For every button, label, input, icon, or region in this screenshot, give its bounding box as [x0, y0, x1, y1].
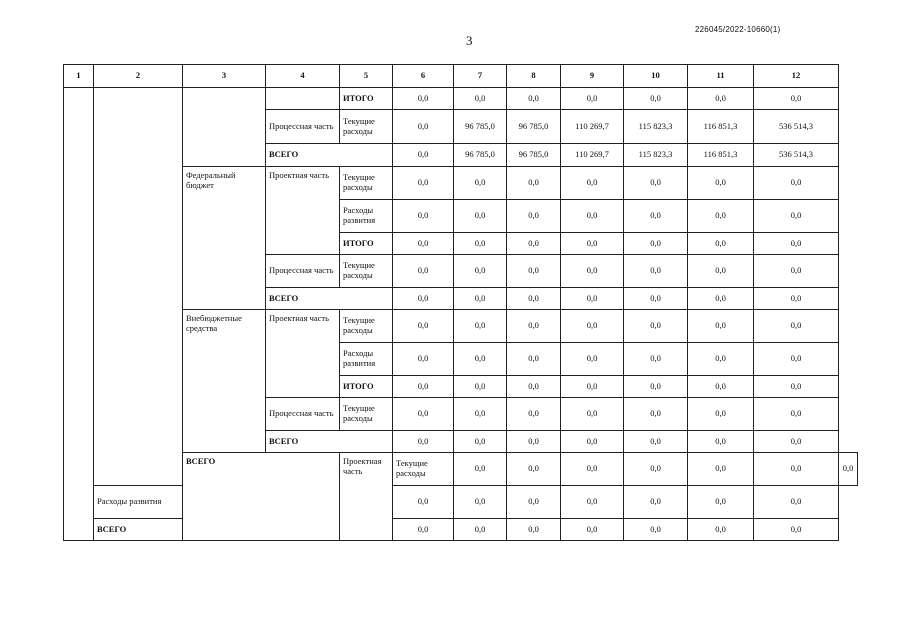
value-cell: 0,0 — [561, 88, 624, 110]
value-cell: 0,0 — [624, 255, 688, 288]
value-cell: 115 823,3 — [624, 110, 688, 144]
value-cell: 0,0 — [507, 453, 561, 486]
vsego-label: ВСЕГО — [266, 431, 393, 453]
value-cell: 96 785,0 — [454, 110, 507, 144]
vsego-label: ВСЕГО — [94, 519, 183, 541]
table-header-row — [64, 65, 858, 88]
value-cell: 115 823,3 — [624, 144, 688, 167]
value-cell: 0,0 — [507, 486, 561, 519]
value-cell: 0,0 — [393, 431, 454, 453]
process-part-label: Процессная часть — [266, 110, 340, 144]
development-expenses-label: Расходы развития — [340, 343, 393, 376]
value-cell: 0,0 — [754, 398, 839, 431]
value-cell: 0,0 — [754, 376, 839, 398]
table-row — [64, 310, 858, 343]
process-part-label: Процессная часть — [266, 255, 340, 288]
itogo-label: ИТОГО — [340, 376, 393, 398]
value-cell: 0,0 — [393, 255, 454, 288]
current-expenses-label: Текущие расходы — [393, 453, 454, 486]
value-cell: 0,0 — [507, 376, 561, 398]
value-cell: 0,0 — [688, 519, 754, 541]
value-cell: 116 851,3 — [688, 110, 754, 144]
current-expenses-label: Текущие расходы — [340, 310, 393, 343]
value-cell: 0,0 — [754, 431, 839, 453]
value-cell: 0,0 — [754, 453, 839, 486]
value-cell: 0,0 — [454, 453, 507, 486]
value-cell: 0,0 — [561, 398, 624, 431]
value-cell: 0,0 — [507, 343, 561, 376]
cell-col3 — [183, 88, 266, 167]
value-cell: 0,0 — [454, 167, 507, 200]
value-cell: 0,0 — [624, 376, 688, 398]
value-cell: 0,0 — [454, 398, 507, 431]
value-cell: 0,0 — [393, 343, 454, 376]
value-cell: 0,0 — [561, 343, 624, 376]
value-cell: 0,0 — [624, 398, 688, 431]
value-cell: 0,0 — [454, 310, 507, 343]
value-cell: 110 269,7 — [561, 144, 624, 167]
value-cell: 0,0 — [561, 288, 624, 310]
page-number: 3 — [466, 33, 473, 48]
table-row — [64, 453, 858, 486]
value-cell: 0,0 — [454, 376, 507, 398]
value-cell: 0,0 — [688, 431, 754, 453]
value-cell: 0,0 — [754, 486, 839, 519]
value-cell: 0,0 — [688, 310, 754, 343]
value-cell: 0,0 — [454, 288, 507, 310]
value-cell: 0,0 — [454, 88, 507, 110]
value-cell: 0,0 — [393, 144, 454, 167]
value-cell: 0,0 — [754, 255, 839, 288]
budget-table — [63, 64, 858, 541]
value-cell: 0,0 — [507, 431, 561, 453]
value-cell: 0,0 — [507, 233, 561, 255]
value-cell: 0,0 — [393, 376, 454, 398]
value-cell: 0,0 — [688, 88, 754, 110]
value-cell: 0,0 — [754, 88, 839, 110]
value-cell: 0,0 — [688, 288, 754, 310]
value-cell: 0,0 — [754, 200, 839, 233]
value-cell: 0,0 — [561, 376, 624, 398]
value-cell: 0,0 — [507, 88, 561, 110]
column-header: 1 — [64, 65, 94, 88]
itogo-label: ИТОГО — [340, 88, 393, 110]
column-header: 7 — [454, 65, 507, 88]
value-cell: 0,0 — [624, 453, 688, 486]
value-cell: 0,0 — [624, 200, 688, 233]
value-cell: 0,0 — [561, 200, 624, 233]
column-header: 12 — [754, 65, 839, 88]
value-cell: 0,0 — [624, 519, 688, 541]
column-header: 6 — [393, 65, 454, 88]
value-cell: 0,0 — [754, 167, 839, 200]
column-header: 4 — [266, 65, 340, 88]
value-cell: 0,0 — [393, 486, 454, 519]
value-cell: 0,0 — [561, 486, 624, 519]
value-cell: 0,0 — [393, 519, 454, 541]
column-header: 2 — [94, 65, 183, 88]
value-cell: 0,0 — [561, 453, 624, 486]
value-cell: 0,0 — [688, 486, 754, 519]
value-cell: 0,0 — [624, 310, 688, 343]
value-cell: 0,0 — [507, 398, 561, 431]
value-cell: 0,0 — [393, 200, 454, 233]
value-cell: 0,0 — [507, 200, 561, 233]
value-cell: 96 785,0 — [507, 144, 561, 167]
column-header: 3 — [183, 65, 266, 88]
column-header: 8 — [507, 65, 561, 88]
value-cell: 0,0 — [393, 398, 454, 431]
value-cell: 96 785,0 — [507, 110, 561, 144]
value-cell: 0,0 — [754, 519, 839, 541]
development-expenses-label: Расходы развития — [94, 486, 183, 519]
value-cell: 0,0 — [624, 343, 688, 376]
document-number: 226045/2022-10660(1) — [695, 25, 781, 34]
value-cell: 0,0 — [507, 167, 561, 200]
value-cell: 0,0 — [454, 486, 507, 519]
column-header: 5 — [340, 65, 393, 88]
value-cell: 0,0 — [688, 453, 754, 486]
current-expenses-label: Текущие расходы — [340, 110, 393, 144]
value-cell: 0,0 — [561, 431, 624, 453]
value-cell: 0,0 — [688, 376, 754, 398]
value-cell: 536 514,3 — [754, 110, 839, 144]
grand-total-label: ВСЕГО — [183, 453, 340, 541]
column-header: 11 — [688, 65, 754, 88]
value-cell: 0,0 — [561, 255, 624, 288]
value-cell: 0,0 — [688, 167, 754, 200]
value-cell: 0,0 — [688, 200, 754, 233]
value-cell: 0,0 — [454, 255, 507, 288]
value-cell: 0,0 — [454, 519, 507, 541]
value-cell: 0,0 — [393, 110, 454, 144]
value-cell: 0,0 — [393, 88, 454, 110]
value-cell: 0,0 — [507, 255, 561, 288]
value-cell: 0,0 — [624, 431, 688, 453]
value-cell: 0,0 — [561, 519, 624, 541]
value-cell: 0,0 — [454, 233, 507, 255]
value-cell: 0,0 — [754, 233, 839, 255]
value-cell: 0,0 — [393, 167, 454, 200]
value-cell: 0,0 — [688, 255, 754, 288]
column-header: 9 — [561, 65, 624, 88]
value-cell: 110 269,7 — [561, 110, 624, 144]
value-cell: 0,0 — [561, 233, 624, 255]
federal-budget-label: Федеральный бюджет — [183, 167, 266, 310]
vsego-label: ВСЕГО — [266, 288, 393, 310]
value-cell: 0,0 — [561, 167, 624, 200]
current-expenses-label: Текущие расходы — [340, 167, 393, 200]
value-cell: 0,0 — [561, 310, 624, 343]
value-cell: 0,0 — [507, 519, 561, 541]
extrabudgetary-label: Внебюджетные средства — [183, 310, 266, 453]
value-cell: 0,0 — [624, 288, 688, 310]
cell-col2 — [94, 88, 183, 486]
project-part-label: Проектная часть — [340, 453, 393, 541]
value-cell: 0,0 — [624, 233, 688, 255]
table-row — [64, 88, 858, 110]
value-cell: 0,0 — [624, 167, 688, 200]
process-part-label: Процессная часть — [266, 398, 340, 431]
value-cell: 0,0 — [688, 398, 754, 431]
cell-col4 — [266, 88, 340, 110]
value-cell: 0,0 — [507, 288, 561, 310]
value-cell: 0,0 — [454, 431, 507, 453]
value-cell: 0,0 — [454, 343, 507, 376]
value-cell: 0,0 — [393, 288, 454, 310]
value-cell: 536 514,3 — [754, 144, 839, 167]
column-header: 10 — [624, 65, 688, 88]
value-cell: 0,0 — [454, 200, 507, 233]
value-cell: 0,0 — [393, 310, 454, 343]
value-cell: 0,0 — [507, 310, 561, 343]
value-cell: 0,0 — [688, 233, 754, 255]
value-cell: 0,0 — [624, 88, 688, 110]
development-expenses-label: Расходы развития — [340, 200, 393, 233]
value-cell: 0,0 — [688, 343, 754, 376]
value-cell: 0,0 — [839, 453, 858, 486]
value-cell: 0,0 — [754, 310, 839, 343]
value-cell: 0,0 — [624, 486, 688, 519]
value-cell: 116 851,3 — [688, 144, 754, 167]
project-part-label: Проектная часть — [266, 310, 340, 398]
project-part-label: Проектная часть — [266, 167, 340, 255]
cell-col1 — [64, 88, 94, 541]
vsego-label: ВСЕГО — [266, 144, 393, 167]
current-expenses-label: Текущие расходы — [340, 398, 393, 431]
value-cell: 0,0 — [754, 343, 839, 376]
current-expenses-label: Текущие расходы — [340, 255, 393, 288]
table-row — [64, 167, 858, 200]
value-cell: 0,0 — [754, 288, 839, 310]
value-cell: 96 785,0 — [454, 144, 507, 167]
value-cell: 0,0 — [393, 233, 454, 255]
itogo-label: ИТОГО — [340, 233, 393, 255]
